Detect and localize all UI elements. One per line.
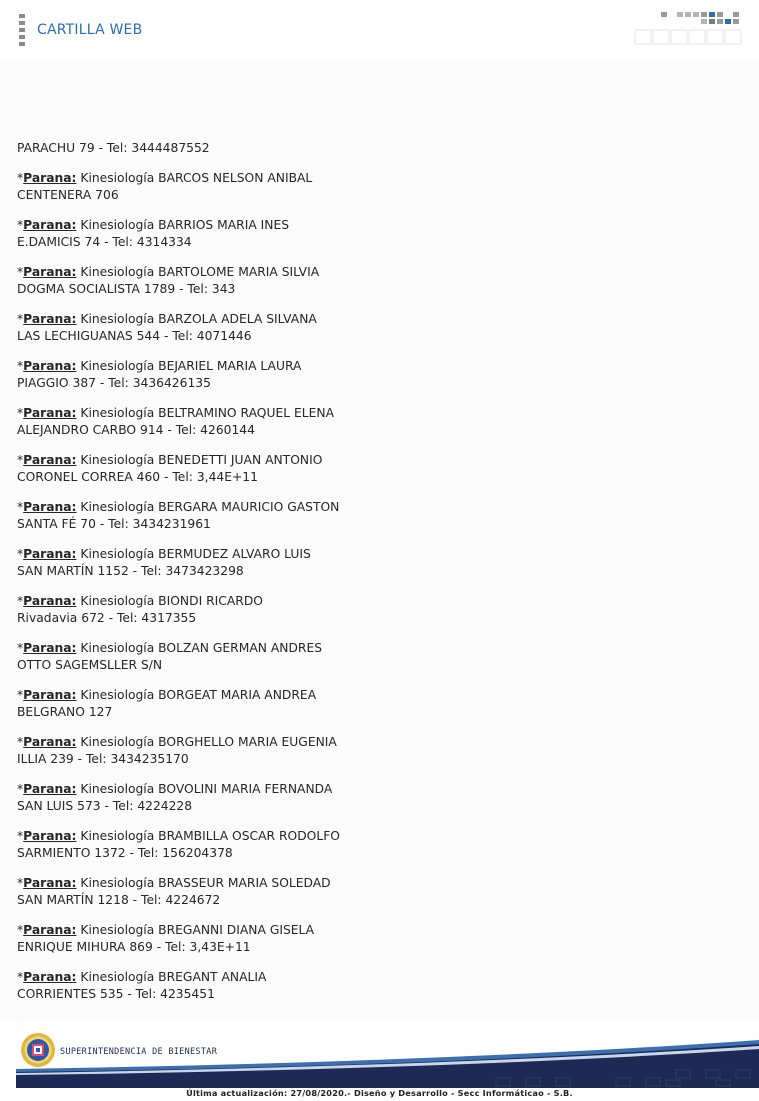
entry-specialty-name: Kinesiología BRAMBILLA OSCAR RODOLFO <box>76 829 340 844</box>
entry-location: Parana: <box>23 594 77 609</box>
list-item-continuation: PARACHU 79 - Tel: 3444487552 <box>17 141 210 155</box>
entry-location: Parana: <box>23 359 77 374</box>
footer-update-note: Última actualización: 27/08/2020.- Diseño y Desarrollo - Secc Informáticao - S.B. <box>186 1088 573 1098</box>
list-item <box>17 969 437 1003</box>
entry-location: Parana: <box>23 688 77 703</box>
page-title: CARTILLA WEB <box>37 22 143 38</box>
entry-specialty-name: Kinesiología BOVOLINI MARIA FERNANDA <box>76 782 333 797</box>
list-item <box>17 405 437 439</box>
entry-prefix: * <box>17 218 24 233</box>
entry-address-phone: ALEJANDRO CARBO 914 - Tel: 4260144 <box>17 423 255 438</box>
entry-address-phone: CORRIENTES 535 - Tel: 4235451 <box>17 986 215 1001</box>
entry-location: Parana: <box>23 970 77 985</box>
entry-specialty-name: Kinesiología BREGANT ANALIA <box>76 970 267 985</box>
entry-prefix: * <box>17 312 24 327</box>
entry-address-phone: SAN LUIS 573 - Tel: 4224228 <box>17 798 193 813</box>
list-item <box>17 922 437 956</box>
list-item <box>17 781 437 815</box>
entry-location: Parana: <box>23 500 77 515</box>
entry-location: Parana: <box>23 782 77 797</box>
entry-prefix: * <box>17 735 24 750</box>
entry-address-phone: DOGMA SOCIALISTA 1789 - Tel: 343 <box>17 282 236 297</box>
entry-prefix: * <box>17 359 24 374</box>
list-item <box>17 217 437 251</box>
entry-address-phone: CENTENERA 706 <box>17 188 119 203</box>
entry-prefix: * <box>17 923 24 938</box>
entry-location: Parana: <box>23 265 77 280</box>
entry-prefix: * <box>17 500 24 515</box>
list-item <box>17 687 437 721</box>
entry-specialty-name: Kinesiología BEJARIEL MARIA LAURA <box>76 359 302 374</box>
entry-specialty-name: Kinesiología BOLZAN GERMAN ANDRES <box>76 641 323 656</box>
entry-location: Parana: <box>23 406 77 421</box>
entry-prefix: * <box>17 641 24 656</box>
entry-prefix: * <box>17 688 24 703</box>
entry-location: Parana: <box>23 312 77 327</box>
entry-prefix: * <box>17 782 24 797</box>
header-pattern-icon <box>633 10 745 46</box>
entry-specialty-name: Kinesiología BARTOLOME MARIA SILVIA <box>76 265 320 280</box>
entry-location: Parana: <box>23 218 77 233</box>
list-item <box>17 546 437 580</box>
entry-location: Parana: <box>23 735 77 750</box>
header-bars-icon <box>19 14 25 46</box>
entry-location: Parana: <box>23 829 77 844</box>
entry-specialty-name: Kinesiología BARRIOS MARIA INES <box>76 218 290 233</box>
list-item <box>17 311 437 345</box>
entry-address-phone: E.DAMICIS 74 - Tel: 4314334 <box>17 235 192 250</box>
entry-specialty-name: Kinesiología BORGEAT MARIA ANDREA <box>76 688 317 703</box>
list-item <box>17 452 437 486</box>
footer-organization-name: SUPERINTENDENCIA DE BIENESTAR <box>60 1047 218 1057</box>
entry-specialty-name: Kinesiología BORGHELLO MARIA EUGENIA <box>76 735 337 750</box>
entry-specialty-name: Kinesiología BERGARA MAURICIO GASTON <box>76 500 340 515</box>
entry-address-phone: LAS LECHIGUANAS 544 - Tel: 4071446 <box>17 329 252 344</box>
entry-location: Parana: <box>23 171 77 186</box>
entry-address-phone: SAN MARTÍN 1218 - Tel: 4224672 <box>17 892 221 907</box>
entry-prefix: * <box>17 171 24 186</box>
list-item <box>17 358 437 392</box>
entry-address-phone: ILLIA 239 - Tel: 3434235170 <box>17 751 189 766</box>
list-item <box>17 264 437 298</box>
page-header <box>0 0 759 60</box>
entry-location: Parana: <box>23 923 77 938</box>
entry-specialty-name: Kinesiología BARZOLA ADELA SILVANA <box>76 312 317 327</box>
entry-prefix: * <box>17 970 24 985</box>
entry-specialty-name: Kinesiología BRASSEUR MARIA SOLEDAD <box>76 876 331 891</box>
entry-address-phone: Rivadavia 672 - Tel: 4317355 <box>17 610 197 625</box>
entry-location: Parana: <box>23 641 77 656</box>
list-item <box>17 640 437 674</box>
entry-location: Parana: <box>23 547 77 562</box>
entry-location: Parana: <box>23 453 77 468</box>
entry-prefix: * <box>17 547 24 562</box>
entry-specialty-name: Kinesiología BARCOS NELSON ANIBAL <box>76 171 313 186</box>
entry-prefix: * <box>17 876 24 891</box>
entry-prefix: * <box>17 265 24 280</box>
entry-specialty-name: Kinesiología BENEDETTI JUAN ANTONIO <box>76 453 323 468</box>
entry-address-phone: SAN MARTÍN 1152 - Tel: 3473423298 <box>17 563 244 578</box>
entry-prefix: * <box>17 406 24 421</box>
entry-address-phone: OTTO SAGEMSLLER S/N <box>17 657 163 672</box>
entry-specialty-name: Kinesiología BERMUDEZ ALVARO LUIS <box>76 547 311 562</box>
list-item <box>17 875 437 909</box>
entry-location: Parana: <box>23 876 77 891</box>
entry-address-phone: CORONEL CORREA 460 - Tel: 3,44E+11 <box>17 470 258 484</box>
entry-address-phone: SANTA FÉ 70 - Tel: 3434231961 <box>17 516 211 531</box>
entry-prefix: * <box>17 594 24 609</box>
entry-prefix: * <box>17 453 24 468</box>
entry-specialty-name: Kinesiología BELTRAMINO RAQUEL ELENA <box>76 406 334 421</box>
provider-list <box>17 140 437 1016</box>
list-item <box>17 828 437 862</box>
list-item <box>17 734 437 768</box>
list-item <box>17 593 437 627</box>
entry-prefix: * <box>17 829 24 844</box>
entry-address-phone: PIAGGIO 387 - Tel: 3436426135 <box>17 376 211 391</box>
entry-address-phone: BELGRANO 127 <box>17 704 113 719</box>
entry-address-phone: SARMIENTO 1372 - Tel: 156204378 <box>17 845 233 860</box>
list-item <box>17 499 437 533</box>
entry-specialty-name: Kinesiología BIONDI RICARDO <box>76 594 263 609</box>
organization-seal-icon <box>20 1032 56 1068</box>
entry-address-phone: ENRIQUE MIHURA 869 - Tel: 3,43E+11 <box>17 939 251 954</box>
entry-specialty-name: Kinesiología BREGANNI DIANA GISELA <box>76 923 315 938</box>
list-item <box>17 170 437 204</box>
